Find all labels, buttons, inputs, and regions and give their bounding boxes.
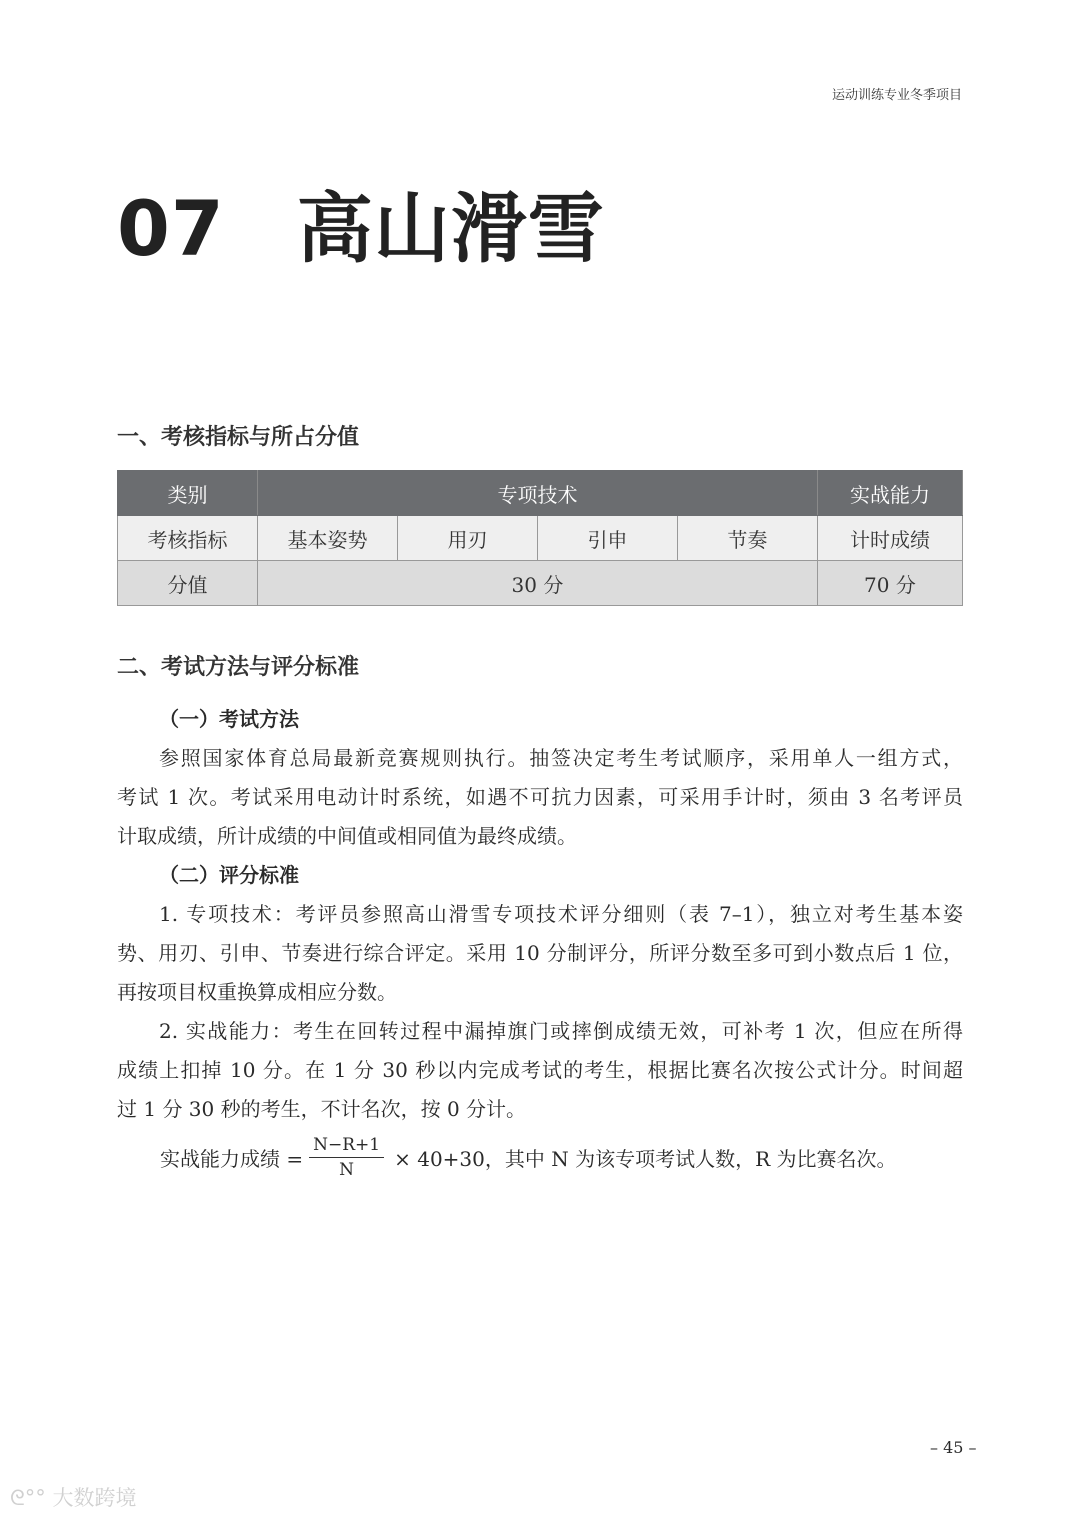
running-header: 运动训练专业冬季项目 [831, 88, 962, 103]
formula-denominator: N [339, 1160, 355, 1180]
paragraph-line: 计取成绩，所计成绩的中间值或相同值为最终成绩。 [117, 824, 577, 848]
section-heading-1: 一、考核指标与所占分值 [117, 424, 360, 450]
table-cell: 专项技术 [257, 471, 817, 516]
table-cell: 70 分 [817, 561, 962, 606]
section-heading-2: 二、考试方法与评分标准 [117, 654, 360, 680]
formula-fraction [309, 1135, 384, 1180]
watermark-text: 大数跨境 [52, 1486, 137, 1510]
formula-numerator: N−R+1 [309, 1135, 384, 1158]
table-cell: 用刃 [397, 516, 537, 561]
table-cell: 计时成绩 [817, 516, 962, 561]
paragraph-line: 再按项目权重换算成相应分数。 [117, 980, 397, 1004]
table-cell: 考核指标 [118, 516, 258, 561]
chapter-title: 高山滑雪 [296, 184, 605, 273]
chapter-number: 07 [117, 184, 225, 273]
paragraph-line: 参照国家体育总局最新竞赛规则执行。抽签决定考生考试顺序，采用单人一组方式， [159, 746, 963, 770]
formula-lhs: 实战能力成绩 = [160, 1147, 304, 1171]
score-formula [160, 1135, 897, 1180]
table-cell: 基本姿势 [257, 516, 397, 561]
table-row [118, 516, 963, 561]
paragraph-line: 势、用刃、引申、节奏进行综合评定。采用 10 分制评分，所评分数至多可到小数点后 1 位， [117, 941, 963, 965]
paragraph-line: 1. 专项技术：考评员参照高山滑雪专项技术评分细则（表 7–1），独立对考生基本姿 [159, 902, 963, 926]
table-cell: 节奏 [677, 516, 817, 561]
table-row [118, 471, 963, 516]
subheading-exam-method: （一）考试方法 [159, 707, 299, 731]
paragraph-line: 考试 1 次。考试采用电动计时系统，如遇不可抗力因素，可采用手计时，须由 3 名考评员 [117, 785, 963, 809]
table-cell: 类别 [118, 471, 258, 516]
table-cell: 分值 [118, 561, 258, 606]
table-cell: 实战能力 [817, 471, 962, 516]
watermark-logo [10, 1482, 136, 1512]
table-cell: 引申 [537, 516, 677, 561]
subheading-scoring: （二）评分标准 [159, 863, 299, 887]
table-row [118, 561, 963, 606]
paragraph-line: 成绩上扣掉 10 分。在 1 分 30 秒以内完成考试的考生，根据比赛名次按公式计分。时间超 [117, 1058, 963, 1082]
assessment-table [117, 470, 963, 606]
watermark-icon: ᘓ°° [10, 1486, 53, 1510]
chapter-heading [117, 168, 605, 277]
formula-rhs: × 40+30，其中 N 为该专项考试人数，R 为比赛名次。 [394, 1147, 897, 1171]
body-text [117, 700, 963, 1129]
paragraph-line: 过 1 分 30 秒的考生，不计名次，按 0 分计。 [117, 1097, 527, 1121]
page-number: – 45 – [930, 1438, 977, 1457]
paragraph-line: 2. 实战能力：考生在回转过程中漏掉旗门或摔倒成绩无效，可补考 1 次，但应在所得 [159, 1019, 963, 1043]
table-cell: 30 分 [257, 561, 817, 606]
